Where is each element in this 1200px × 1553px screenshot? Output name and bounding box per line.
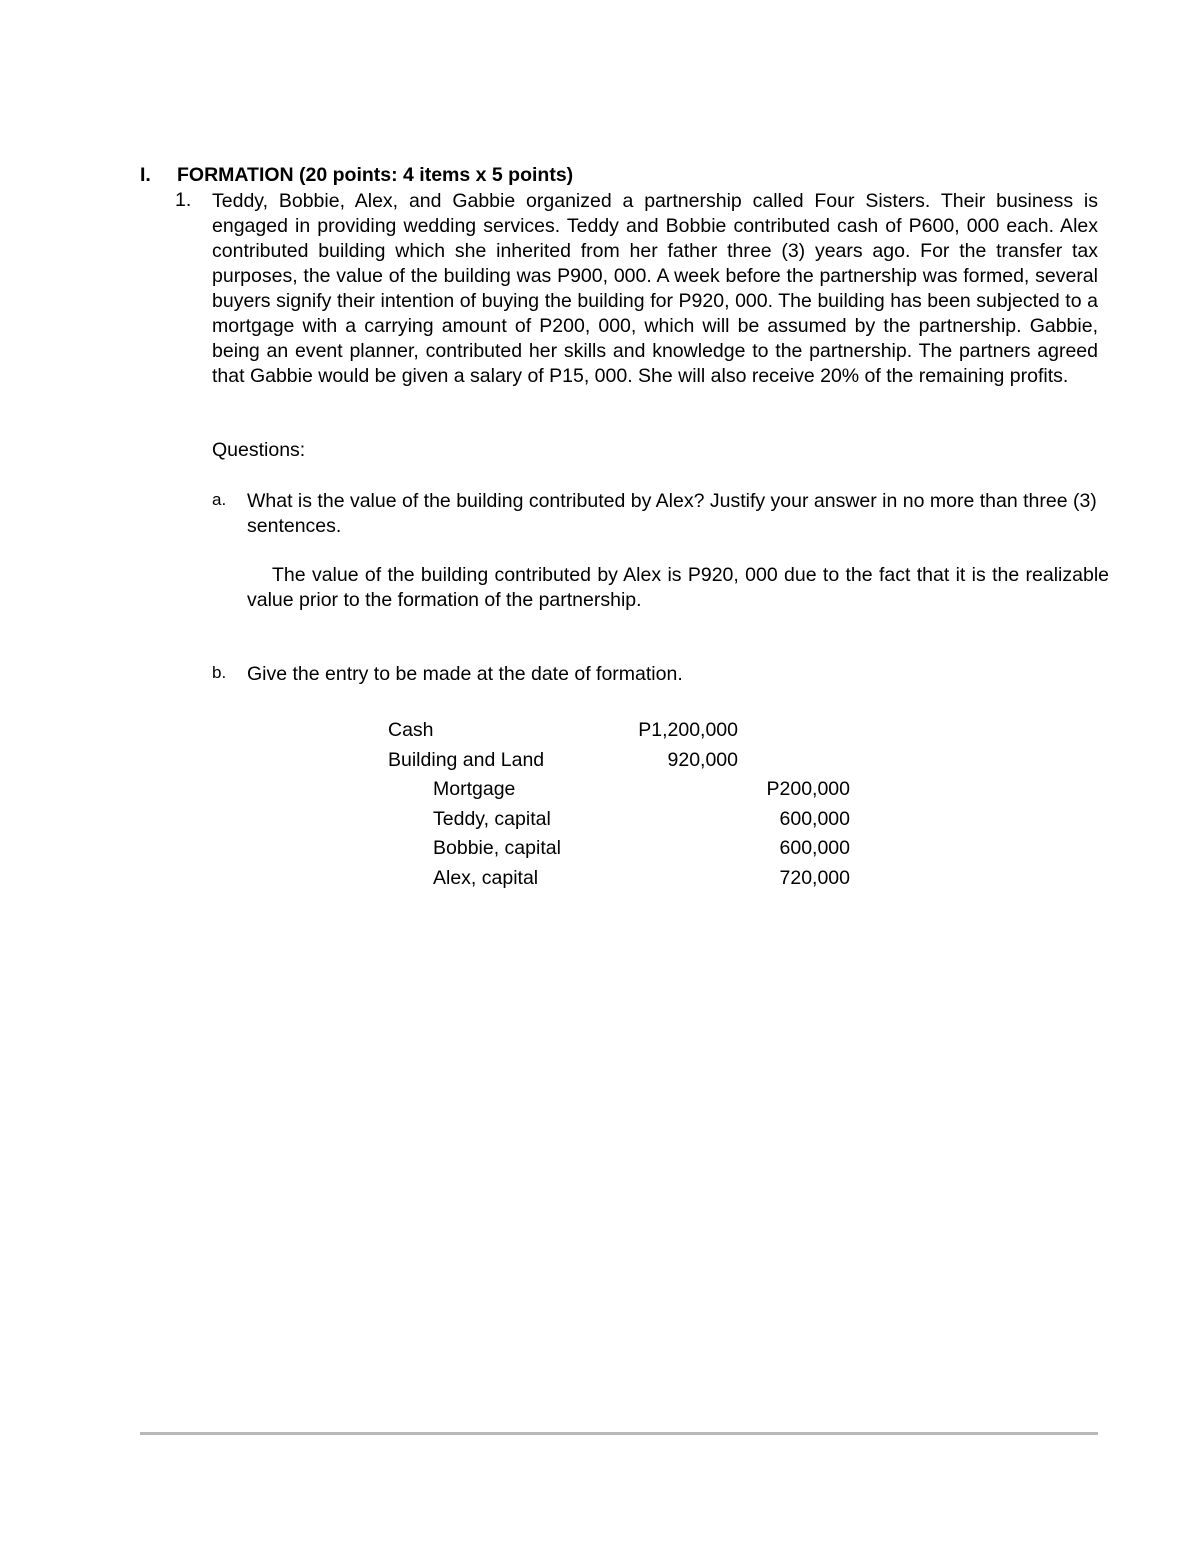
journal-entry <box>388 716 858 893</box>
footer-divider <box>140 1432 1098 1435</box>
journal-row <box>388 805 858 835</box>
journal-row <box>388 746 858 776</box>
question-b-letter: b. <box>212 663 227 682</box>
question-a-answer: The value of the building contributed by Alex is P920, 000 due to the fact that it is the realizable value prior to the formation of the partnership. <box>247 564 1109 611</box>
journal-account: Bobbie, capital <box>433 837 561 859</box>
section-heading <box>140 164 573 187</box>
journal-account: Alex, capital <box>433 866 539 889</box>
journal-credit: 600,000 <box>779 837 850 859</box>
question-a-letter: a. <box>212 490 227 509</box>
question-b-text: Give the entry to be made at the date of formation. <box>247 663 683 685</box>
section-numeral: I. <box>140 164 151 186</box>
journal-credit: 720,000 <box>779 866 850 889</box>
journal-credit: P200,000 <box>766 778 850 800</box>
question-a-text: What is the value of the building contributed by Alex? Justify your answer in no more than three (3) sentences. <box>247 490 1097 537</box>
journal-row <box>388 716 858 746</box>
journal-debit: 920,000 <box>667 748 738 771</box>
section-title: FORMATION (20 points: 4 items x 5 points) <box>177 164 574 186</box>
journal-debit: P1,200,000 <box>638 719 738 741</box>
journal-row <box>388 864 858 894</box>
questions-label: Questions: <box>212 439 306 461</box>
journal-row <box>388 834 858 864</box>
problem-text: Teddy, Bobbie, Alex, and Gabbie organized a partnership called Four Sisters. Their business is engaged in providing wedding services. Teddy and Bobbie contributed cash of P600, 000 each. Alex contributed building which she inherited from her father three (3) years ago. For the transfer tax purposes, the value of the building was P900, 000. A week before the partnership was formed, several buyers signify their intention of buying the building for P920, 000. The building has been subjected to a mortgage with a carrying amount of P200, 000, which will be assumed by the partnership. Gabbie, being an event planner, contributed her skills and knowledge to the partnership. The partners agreed that Gabbie would be given a salary of P15, 000. She will also receive 20% of the remaining profits. <box>212 190 1098 387</box>
journal-account: Building and Land <box>388 748 545 771</box>
journal-account: Cash <box>388 719 434 741</box>
journal-credit: 600,000 <box>779 807 850 830</box>
problem-number: 1. <box>175 189 192 211</box>
journal-row <box>388 775 858 805</box>
journal-account: Mortgage <box>433 778 516 800</box>
journal-account: Teddy, capital <box>433 807 551 830</box>
